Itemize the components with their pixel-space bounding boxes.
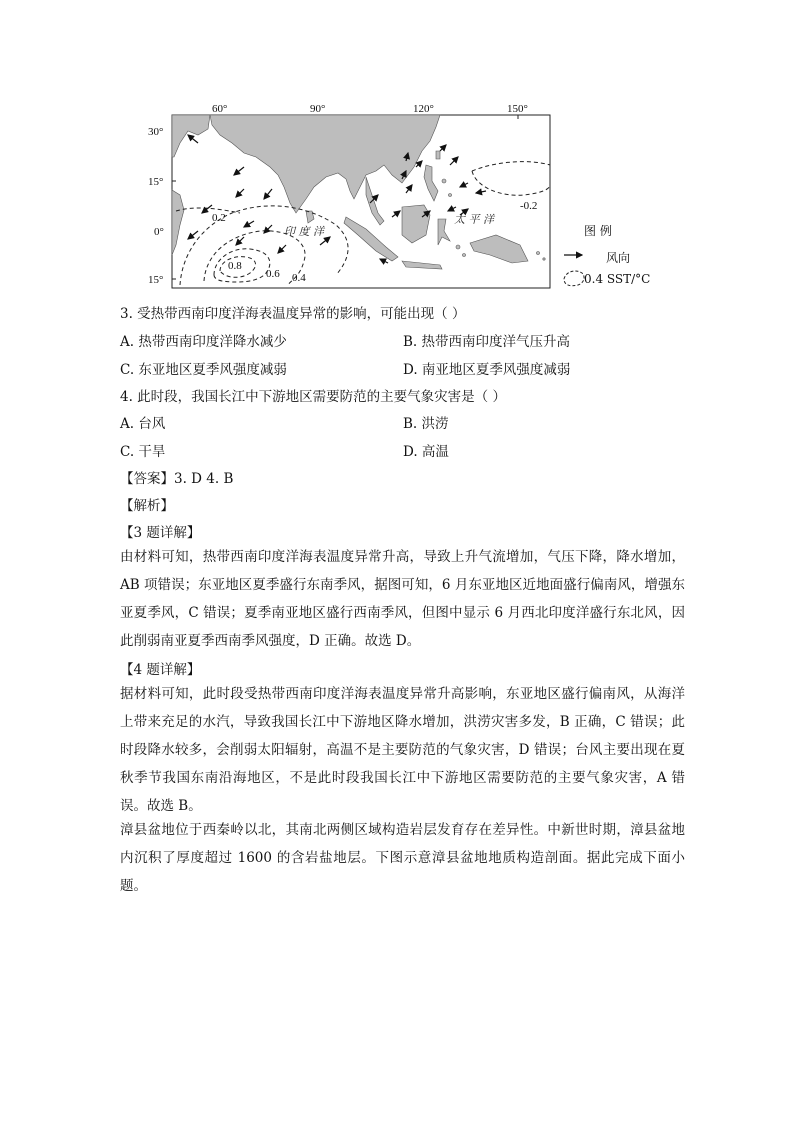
- legend-sst-label: 0.4 SST/°C: [584, 272, 651, 286]
- legend-wind-label: 风向: [606, 251, 631, 265]
- lat-label-30n: 30°: [148, 126, 164, 138]
- lat-label-15n: 15°: [148, 176, 164, 188]
- q4-detail-heading: 【4 题详解】: [120, 662, 201, 678]
- ocean-label-pacific: 太 平 洋: [454, 213, 494, 226]
- q3-option-b: B. 热带西南印度洋气压升高: [403, 334, 571, 350]
- legend-sst-symbol: [564, 271, 584, 286]
- q4-detail-text: 据材料可知，此时段受热带西南印度洋海表温度异常升高影响，东亚地区盛行偏南风，从海洋上带来充足的水汽，导致我国长江中下游地区降水增加，洪涝灾害多发，B 正确，C 错误；此时段降水较多，会削弱太阳辐射，高温不是主要防范的气象灾害，D 错误；台风主要出现在夏秋季节我国东南沿海地区，不是此时段我国长江中下游地区需要防范的主要气象灾害，A 错误。故选 B。: [120, 686, 685, 814]
- q4-option-c: C. 干旱: [120, 444, 166, 460]
- ocean-label-indian: 印 度 洋: [284, 225, 324, 238]
- q3-option-a: A. 热带西南印度洋降水减少: [120, 334, 287, 350]
- next-question-intro: 漳县盆地位于西秦岭以北，其南北两侧区域构造岩层发育存在差异性。中新世时期，漳县盆地内沉积了厚度超过 1600 的含岩盐地层。下图示意漳县盆地地质构造剖面。据此完成下面小题。: [120, 822, 685, 894]
- q4-option-b: B. 洪涝: [403, 416, 449, 432]
- contour-label-0-8: 0.8: [228, 260, 242, 272]
- q3-option-d: D. 南亚地区夏季风强度减弱: [403, 362, 571, 378]
- contour-label-0-4: 0.4: [292, 272, 306, 284]
- q3-detail-heading: 【3 题详解】: [120, 525, 201, 541]
- q3-stem: 3. 受热带西南印度洋海表温度异常的影响，可能出现（ ）: [120, 306, 466, 322]
- sst-map: [140, 95, 680, 295]
- lon-label-90: 90°: [310, 103, 326, 115]
- sst-map-figure: [140, 95, 680, 295]
- contour-label-neg-0-2: -0.2: [520, 200, 538, 212]
- answer-line: 【答案】3. D 4. B: [120, 471, 234, 487]
- lat-label-15s: 15°: [148, 274, 164, 286]
- q4-option-a: A. 台风: [120, 416, 166, 432]
- q3-detail-text: 由材料可知，热带西南印度洋海表温度异常升高，导致上升气流增加，气压下降，降水增加，AB 项错误；东亚地区夏季盛行东南季风，据图可知，6 月东亚地区近地面盛行偏南风，增强东亚夏季风，C 错误；夏季南亚地区盛行西南季风，但图中显示 6 月西北印度洋盛行东北风，因此削弱南亚夏季西南季风强度，D 正确。故选 D。: [120, 549, 685, 649]
- lon-label-120: 120°: [413, 103, 434, 115]
- analysis-heading: 【解析】: [120, 498, 174, 514]
- q3-option-c: C. 东亚地区夏季风强度减弱: [120, 362, 287, 378]
- lat-label-0: 0°: [154, 226, 164, 238]
- legend-title: 图 例: [584, 224, 612, 238]
- contour-label-0-2: 0.2: [212, 212, 226, 224]
- contour-label-0-6: 0.6: [266, 268, 280, 280]
- lon-label-60: 60°: [212, 103, 228, 115]
- q4-option-d: D. 高温: [403, 444, 449, 460]
- lon-label-150: 150°: [507, 103, 528, 115]
- q4-stem: 4. 此时段，我国长江中下游地区需要防范的主要气象灾害是（ ）: [120, 389, 506, 405]
